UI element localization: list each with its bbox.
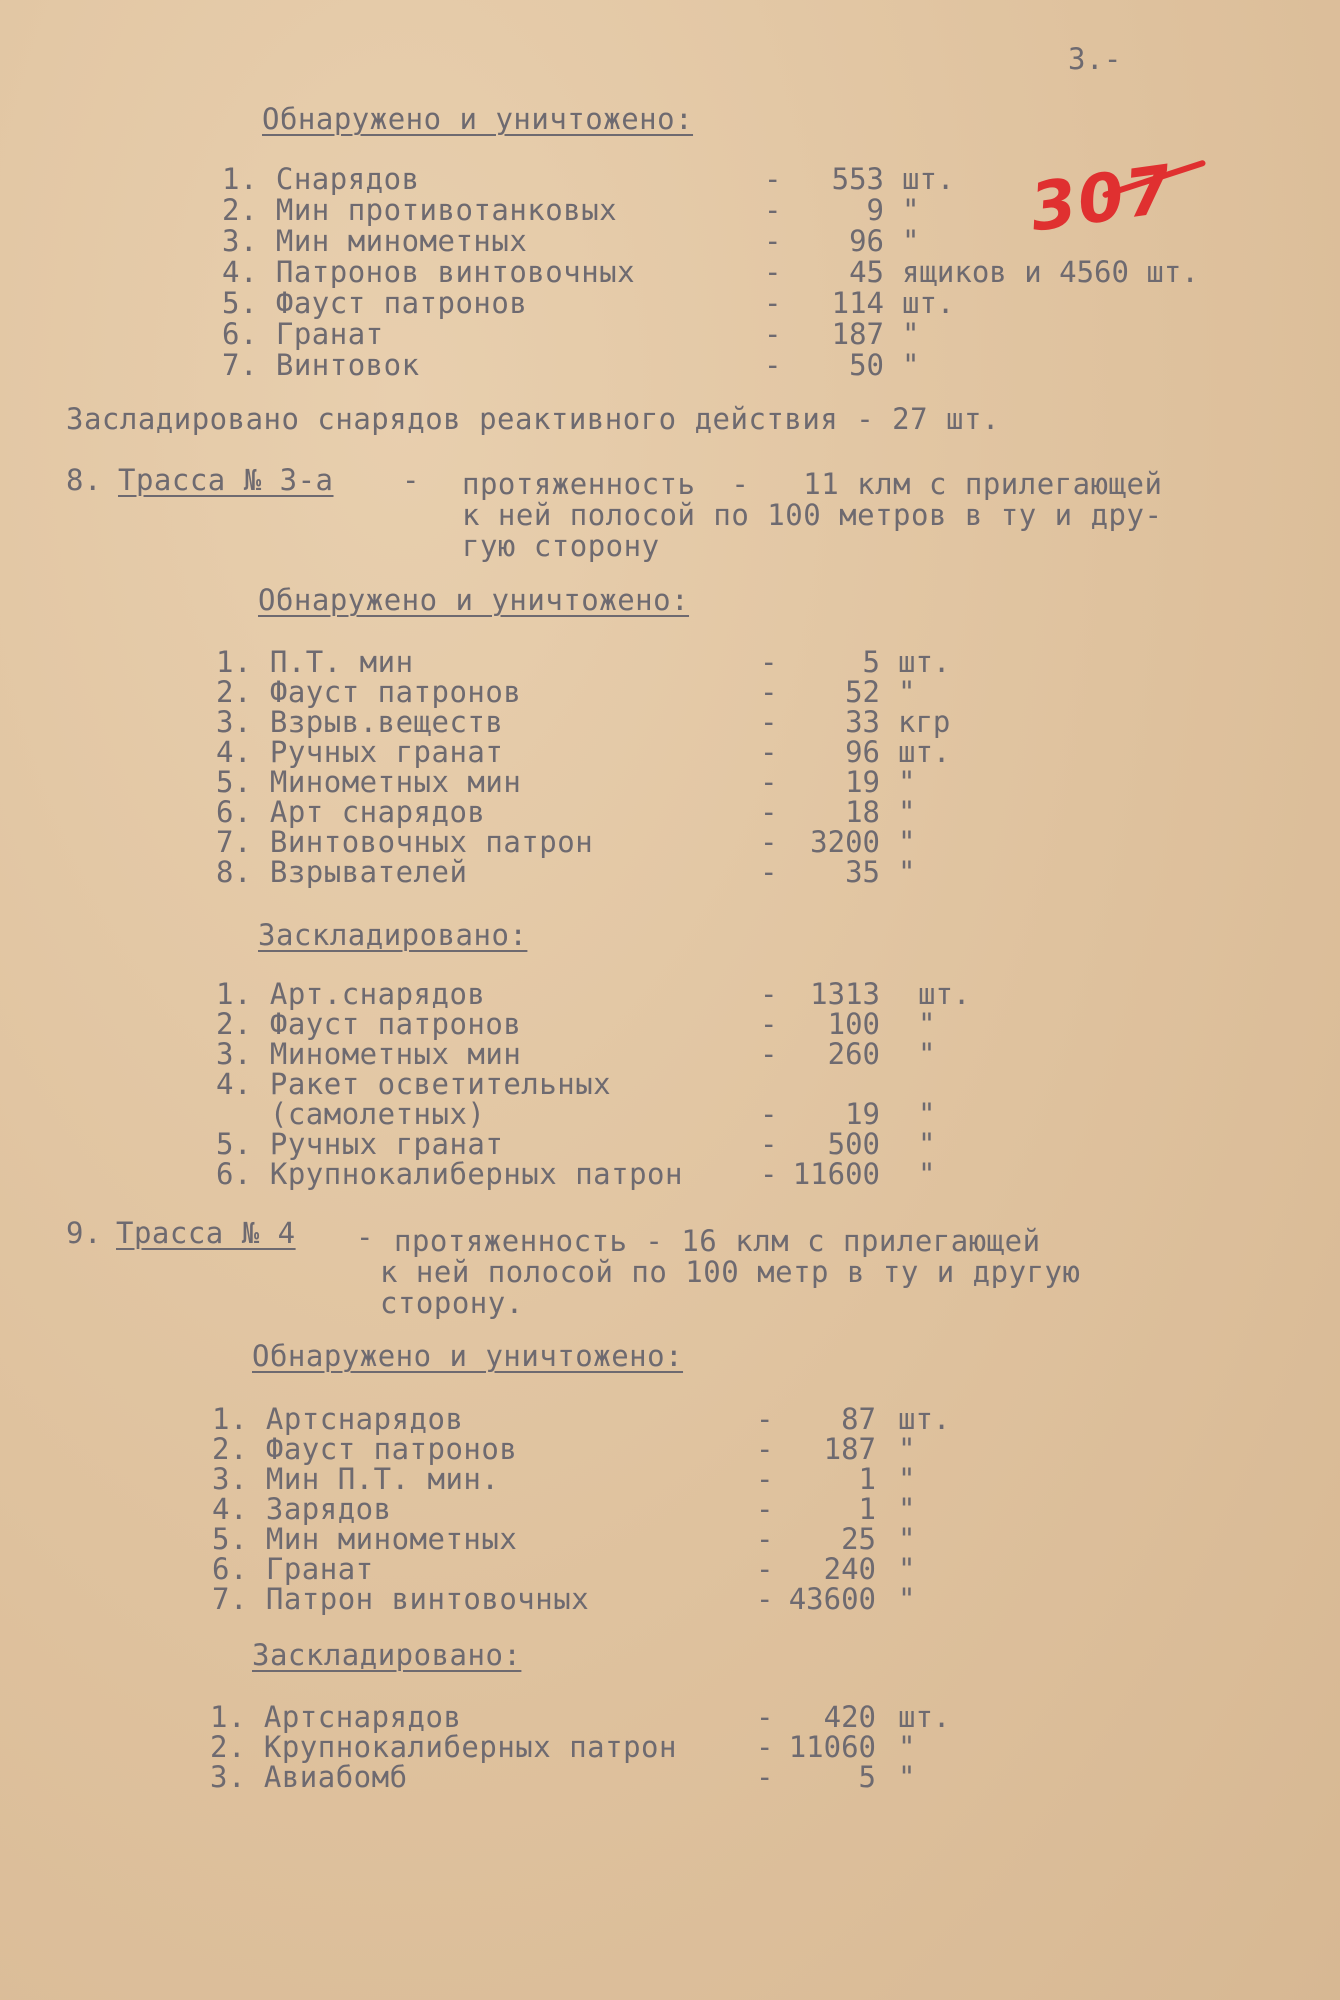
list-item-quantity: 1 bbox=[858, 1492, 876, 1526]
list-item-label: 4. Зарядов bbox=[212, 1492, 392, 1526]
list-item-dash: - bbox=[756, 1760, 774, 1794]
list-item-unit: " bbox=[898, 1552, 916, 1586]
list-item-dash: - bbox=[756, 1552, 774, 1586]
list-item-dash: - bbox=[756, 1492, 774, 1526]
list-item-unit: шт. bbox=[902, 162, 955, 196]
list-item-quantity: 1313 bbox=[810, 977, 880, 1011]
list-item-dash: - bbox=[764, 224, 782, 258]
list-item-label: 6. Гранат bbox=[212, 1552, 374, 1586]
list-item-unit: " bbox=[898, 1582, 916, 1616]
list-item-label: (самолетных) bbox=[216, 1097, 486, 1131]
list-item-unit: шт. bbox=[902, 286, 955, 320]
list-item-dash: - bbox=[760, 645, 778, 679]
list-item-quantity: 33 bbox=[845, 705, 880, 739]
route-dash: - bbox=[356, 1220, 374, 1254]
list-item-dash: - bbox=[764, 193, 782, 227]
route-description: протяженность - 11 клм с прилегающей bbox=[462, 467, 1163, 501]
list-item-unit: шт. bbox=[898, 735, 951, 769]
list-item-dash: - bbox=[756, 1730, 774, 1764]
route-title: Трасса № 4 bbox=[116, 1216, 296, 1250]
list-item-quantity: 35 bbox=[845, 855, 880, 889]
list-item-quantity: 11060 bbox=[788, 1730, 876, 1764]
list-item-unit: " bbox=[918, 1007, 936, 1041]
list-item-quantity: 114 bbox=[831, 286, 884, 320]
list-item-dash: - bbox=[760, 1127, 778, 1161]
list-item-label: 2. Крупнокалиберных патрон bbox=[210, 1730, 677, 1764]
list-item-label: 1. Арт.снарядов bbox=[216, 977, 486, 1011]
list-item-dash: - bbox=[756, 1700, 774, 1734]
list-item-dash: - bbox=[760, 735, 778, 769]
list-item-dash: - bbox=[756, 1402, 774, 1436]
list-item-label: 3. Мин минометных bbox=[222, 224, 528, 258]
list-item-dash: - bbox=[764, 255, 782, 289]
list-item-quantity: 96 bbox=[845, 735, 880, 769]
list-item-dash: - bbox=[760, 855, 778, 889]
list-item-label: 5. Минометных мин bbox=[216, 765, 522, 799]
section-heading-found: Обнаружено и уничтожено: bbox=[262, 102, 694, 136]
list-item-unit: ящиков и 4560 шт. bbox=[902, 255, 1199, 289]
list-item-unit: " bbox=[898, 855, 916, 889]
list-item-dash: - bbox=[764, 286, 782, 320]
list-item-label: 1. Снарядов bbox=[222, 162, 420, 196]
list-item-label: 2. Фауст патронов bbox=[216, 675, 522, 709]
list-item-quantity: 25 bbox=[841, 1522, 876, 1556]
list-item-dash: - bbox=[760, 1007, 778, 1041]
list-item-label: 8. Взрывателей bbox=[216, 855, 468, 889]
list-item-quantity: 3200 bbox=[810, 825, 880, 859]
list-item-dash: - bbox=[760, 1097, 778, 1131]
list-item-quantity: 500 bbox=[827, 1127, 880, 1161]
list-item-quantity: 45 bbox=[849, 255, 884, 289]
list-item-unit: " bbox=[902, 224, 920, 258]
list-item-dash: - bbox=[760, 977, 778, 1011]
list-item-dash: - bbox=[760, 675, 778, 709]
list-item-label: 2. Фауст патронов bbox=[212, 1432, 518, 1466]
route-number: 8. bbox=[66, 463, 102, 497]
section-heading-found: Обнаружено и уничтожено: bbox=[258, 583, 690, 617]
list-item-dash: - bbox=[756, 1582, 774, 1616]
list-item-unit: " bbox=[898, 1522, 916, 1556]
storage-note: Засладировано снарядов реактивного действия - 27 шт. bbox=[66, 402, 1000, 436]
list-item-unit: шт. bbox=[898, 1402, 951, 1436]
list-item-dash: - bbox=[760, 795, 778, 829]
list-item-dash: - bbox=[760, 825, 778, 859]
list-item-unit: " bbox=[898, 1492, 916, 1526]
list-item-quantity: 187 bbox=[823, 1432, 876, 1466]
list-item-quantity: 240 bbox=[823, 1552, 876, 1586]
list-item-label: 3. Минометных мин bbox=[216, 1037, 522, 1071]
route-description: к ней полосой по 100 метр в ту и другую bbox=[380, 1255, 1081, 1289]
list-item-unit: " bbox=[898, 675, 916, 709]
list-item-unit: " bbox=[918, 1097, 936, 1131]
list-item-dash: - bbox=[764, 162, 782, 196]
list-item-dash: - bbox=[760, 765, 778, 799]
list-item-quantity: 19 bbox=[845, 765, 880, 799]
list-item-label: 7. Винтовок bbox=[222, 348, 420, 382]
list-item-quantity: 43600 bbox=[788, 1582, 876, 1616]
list-item-unit: " bbox=[918, 1157, 936, 1191]
list-item-unit: " bbox=[902, 193, 920, 227]
list-item-label: 3. Авиабомб bbox=[210, 1760, 408, 1794]
list-item-unit: " bbox=[918, 1127, 936, 1161]
list-item-label: 2. Мин противотанковых bbox=[222, 193, 618, 227]
route-dash: - bbox=[402, 463, 420, 497]
list-item-quantity: 19 bbox=[845, 1097, 880, 1131]
list-item-quantity: 260 bbox=[827, 1037, 880, 1071]
list-item-label: 7. Патрон винтовочных bbox=[212, 1582, 590, 1616]
list-item-unit: " bbox=[898, 1730, 916, 1764]
list-item-quantity: 52 bbox=[845, 675, 880, 709]
list-item-quantity: 18 bbox=[845, 795, 880, 829]
list-item-dash: - bbox=[756, 1522, 774, 1556]
list-item-unit: кгр bbox=[898, 705, 951, 739]
list-item-quantity: 9 bbox=[866, 193, 884, 227]
list-item-label: 4. Ручных гранат bbox=[216, 735, 504, 769]
list-item-quantity: 1 bbox=[858, 1462, 876, 1496]
list-item-unit: " bbox=[898, 1760, 916, 1794]
section-heading-found: Обнаружено и уничтожено: bbox=[252, 1339, 684, 1373]
list-item-dash: - bbox=[760, 1037, 778, 1071]
route-title: Трасса № 3-а bbox=[118, 463, 334, 497]
list-item-dash: - bbox=[756, 1462, 774, 1496]
list-item-label: 1. Артснарядов bbox=[210, 1700, 462, 1734]
list-item-quantity: 553 bbox=[831, 162, 884, 196]
list-item-unit: " bbox=[902, 348, 920, 382]
list-item-label: 4. Ракет осветительных bbox=[216, 1067, 612, 1101]
section-heading-stored: Заскладировано: bbox=[252, 1638, 522, 1672]
list-item-dash: - bbox=[760, 705, 778, 739]
list-item-label: 3. Взрыв.веществ bbox=[216, 705, 504, 739]
list-item-label: 4. Патронов винтовочных bbox=[222, 255, 636, 289]
list-item-quantity: 5 bbox=[858, 1760, 876, 1794]
list-item-label: 2. Фауст патронов bbox=[216, 1007, 522, 1041]
list-item-quantity: 87 bbox=[841, 1402, 876, 1436]
list-item-unit: " bbox=[918, 1037, 936, 1071]
list-item-dash: - bbox=[760, 1157, 778, 1191]
list-item-label: 3. Мин П.Т. мин. bbox=[212, 1462, 500, 1496]
list-item-label: 1. Артснарядов bbox=[212, 1402, 464, 1436]
list-item-quantity: 96 bbox=[849, 224, 884, 258]
list-item-quantity: 11600 bbox=[792, 1157, 880, 1191]
list-item-unit: шт. bbox=[898, 645, 951, 679]
handwritten-annotation: 307 bbox=[1025, 150, 1179, 247]
list-item-label: 7. Винтовочных патрон bbox=[216, 825, 594, 859]
list-item-unit: шт. bbox=[898, 1700, 951, 1734]
list-item-unit: " bbox=[898, 765, 916, 799]
section-heading-stored: Заскладировано: bbox=[258, 918, 528, 952]
list-item-dash: - bbox=[764, 348, 782, 382]
list-item-unit: шт. bbox=[918, 977, 971, 1011]
list-item-dash: - bbox=[756, 1432, 774, 1466]
list-item-quantity: 50 bbox=[849, 348, 884, 382]
list-item-quantity: 5 bbox=[862, 645, 880, 679]
list-item-dash: - bbox=[764, 317, 782, 351]
route-description: сторону. bbox=[380, 1286, 524, 1320]
route-description: к ней полосой по 100 метров в ту и дру- bbox=[462, 498, 1163, 532]
list-item-quantity: 420 bbox=[823, 1700, 876, 1734]
route-number: 9. bbox=[66, 1216, 102, 1250]
list-item-unit: " bbox=[898, 825, 916, 859]
list-item-unit: " bbox=[898, 1432, 916, 1466]
list-item-label: 6. Гранат bbox=[222, 317, 384, 351]
route-description: гую сторону bbox=[462, 529, 660, 563]
list-item-label: 6. Арт снарядов bbox=[216, 795, 486, 829]
route-description: протяженность - 16 клм с прилегающей bbox=[394, 1224, 1041, 1258]
list-item-label: 5. Мин минометных bbox=[212, 1522, 518, 1556]
list-item-quantity: 187 bbox=[831, 317, 884, 351]
list-item-label: 5. Ручных гранат bbox=[216, 1127, 504, 1161]
list-item-unit: " bbox=[898, 795, 916, 829]
list-item-label: 1. П.Т. мин bbox=[216, 645, 414, 679]
list-item-label: 6. Крупнокалиберных патрон bbox=[216, 1157, 683, 1191]
list-item-unit: " bbox=[898, 1462, 916, 1496]
list-item-unit: " bbox=[902, 317, 920, 351]
list-item-label: 5. Фауст патронов bbox=[222, 286, 528, 320]
list-item-quantity: 100 bbox=[827, 1007, 880, 1041]
page-number: 3.- bbox=[1068, 42, 1122, 76]
